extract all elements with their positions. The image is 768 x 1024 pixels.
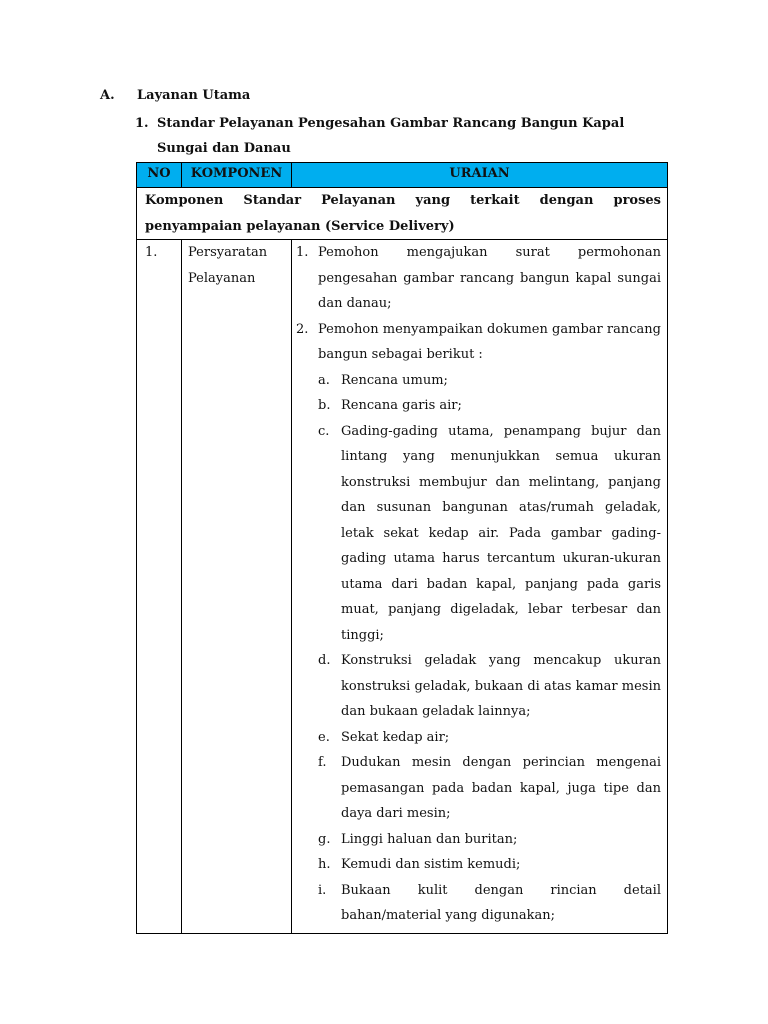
sub-item-text: Gading-gading utama, penampang bujur dan lintang yang menunjukkan semua ukuran konstruksi membujur dan melintang, panjang dan susunan bangunan atas/rumah geladak, letak sekat kedap air. Pada gambar gading-gading utama harus tercantum ukuran-ukuran utama dari badan kapal, panjang pada garis muat, panjang digeladak, lebar terbesar dan tinggi; [341,423,661,643]
table-row [137,240,668,934]
sub-item-marker: i. [318,882,327,898]
sub-item-text: Dudukan mesin dengan perincian mengenai pemasangan pada badan kapal, juga tipe dan daya dari mesin; [341,755,661,821]
list-item [296,317,661,368]
service-standard-table [136,162,668,934]
sub-list-item [296,852,661,878]
sub-item-text: Linggi haluan dan buritan; [341,831,518,847]
subsection-heading [135,111,665,161]
service-delivery-label: Komponen Standar Pelayanan yang terkait dengan proses penyampaian pelayanan (Service Delivery) [137,188,668,240]
list-item [296,240,661,317]
sub-item-marker: a. [318,372,330,388]
sub-item-text: Kemudi dan sistim kemudi; [341,857,521,872]
header-komponen: KOMPONEN [182,163,292,188]
item-text: Pemohon menyampaikan dokumen gambar rancang bangun sebagai berikut : [318,321,661,362]
sub-item-marker: h. [318,857,331,872]
sub-list-item [296,750,661,827]
sub-list-item [296,878,661,929]
sub-item-marker: b. [318,398,331,413]
table-header-row [137,163,668,188]
sub-item-text: Rencana garis air; [341,398,462,413]
sub-list-item [296,419,661,649]
header-uraian: URAIAN [292,163,668,188]
sub-list-item [296,368,661,394]
item-marker: 2. [296,321,309,337]
subsection-title: Standar Pelayanan Pengesahan Gambar Rancang Bangun Kapal Sungai dan Danau [157,116,625,156]
item-text: Pemohon mengajukan surat permohonan pengesahan gambar rancang bangun kapal sungai dan danau; [318,245,661,311]
row-uraian [292,240,668,934]
sub-item-marker: g. [318,831,331,847]
sub-item-text: Rencana umum; [341,372,448,388]
sub-list-item [296,827,661,853]
item-marker: 1. [296,245,309,260]
sub-item-text: Bukaan kulit dengan rincian detail bahan/material yang digunakan; [341,882,661,923]
sub-list-item [296,393,661,419]
sub-item-marker: e. [318,729,330,745]
sub-item-text: Konstruksi geladak yang mencakup ukuran konstruksi geladak, bukaan di atas kamar mesin dan bukaan geladak lainnya; [341,653,661,719]
sub-item-text: Sekat kedap air; [341,729,450,745]
row-number: 1. [137,240,182,934]
section-title: Layanan Utama [137,88,251,103]
header-no: NO [137,163,182,188]
sub-list-item [296,648,661,725]
sub-item-marker: d. [318,653,331,668]
subsection-number: 1. [135,116,149,131]
sub-list-item [296,725,661,751]
service-delivery-row [137,188,668,240]
sub-item-marker: f. [318,755,327,770]
sub-item-marker: c. [318,423,330,439]
section-letter: A. [100,88,115,103]
row-komponen: Persyaratan Pelayanan [182,240,292,934]
